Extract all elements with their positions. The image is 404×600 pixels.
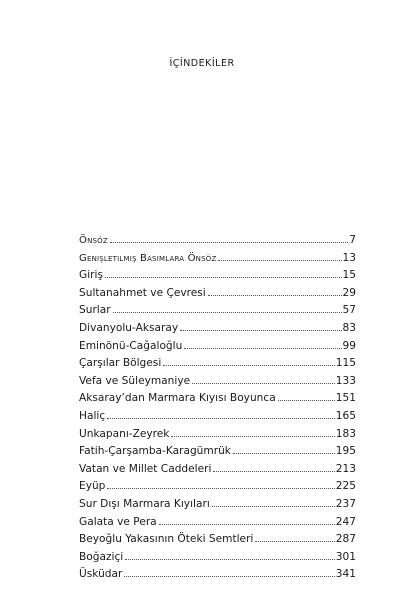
toc-entry-title: Vefa ve Süleymaniye	[79, 374, 191, 387]
toc-dot-leader	[107, 417, 335, 419]
toc-dot-leader	[180, 329, 341, 331]
toc-entry-title: Beyoğlu Yakasının Öteki Semtleri	[79, 533, 254, 546]
toc-entry-page: 29	[342, 286, 356, 299]
toc-entry-page: 213	[335, 462, 356, 475]
toc-entry	[79, 267, 356, 285]
toc-dot-leader	[113, 311, 342, 313]
toc-dot-leader	[212, 505, 335, 507]
toc-entry-page: 83	[342, 321, 356, 334]
toc-entry	[79, 390, 356, 408]
toc-entry	[79, 478, 356, 496]
toc-entry	[79, 566, 356, 584]
toc-entry-page: 165	[335, 409, 356, 422]
toc-dot-leader	[208, 294, 342, 296]
toc-dot-leader	[125, 558, 335, 560]
toc-entry-page: 57	[342, 304, 356, 317]
toc-entry-page: 195	[335, 445, 356, 458]
toc-entry-page: 183	[335, 427, 356, 440]
toc-entry-page: 99	[342, 339, 356, 352]
toc-dot-leader	[213, 470, 334, 472]
toc-entry	[79, 426, 356, 444]
toc-entry	[79, 232, 356, 250]
toc-dot-leader	[110, 241, 348, 243]
toc-dot-leader	[192, 382, 335, 384]
toc-entry-title: Aksaray’dan Marmara Kıyısı Boyunca	[79, 392, 276, 405]
toc-dot-leader	[124, 575, 334, 577]
toc-dot-leader	[184, 347, 341, 349]
toc-dot-leader	[171, 435, 334, 437]
toc-entry-page: 115	[335, 357, 356, 370]
toc-entry	[79, 302, 356, 320]
toc-entry-title: Unkapanı-Zeyrek	[79, 427, 170, 440]
toc-entry-title: Önsöz	[79, 235, 108, 246]
toc-entry-title: Fatih-Çarşamba-Karagümrük	[79, 445, 231, 458]
toc-entry	[79, 531, 356, 549]
toc-entry	[79, 496, 356, 514]
toc-dot-leader	[159, 523, 335, 525]
toc-entry	[79, 443, 356, 461]
toc-dot-leader	[105, 276, 342, 278]
toc-entry-title: Genişletilmiş Basımlara Önsöz	[79, 252, 217, 264]
toc-entry-title: Divanyolu-Aksaray	[79, 321, 179, 334]
toc-entry-page: 13	[342, 251, 356, 264]
toc-dot-leader	[218, 259, 341, 261]
toc-entry	[79, 338, 356, 356]
toc-entry	[79, 461, 356, 479]
toc-entry-title: Çarşılar Bölgesi	[79, 357, 162, 370]
toc-entry-page: 151	[335, 392, 356, 405]
toc-entry	[79, 549, 356, 567]
toc-entry-page: 301	[335, 550, 356, 563]
toc-entry-page: 341	[335, 568, 356, 581]
toc-entry-title: Üsküdar	[79, 568, 123, 581]
toc-entry	[79, 250, 356, 268]
toc-dot-leader	[163, 364, 335, 366]
toc-entry-title: Boğaziçi	[79, 550, 124, 563]
toc-entry-title: Eyüp	[79, 480, 106, 493]
toc-entry-title: Eminönü-Cağaloğlu	[79, 339, 183, 352]
toc-entry-page: 133	[335, 374, 356, 387]
toc-dot-leader	[107, 487, 334, 489]
toc-entry-title: Giriş	[79, 269, 103, 282]
page-title: İÇİNDEKİLER	[169, 58, 235, 69]
toc-entry-page: 237	[335, 497, 356, 510]
toc-entry-title: Surlar	[79, 304, 111, 317]
toc-entry-page: 247	[335, 515, 356, 528]
toc-entry	[79, 408, 356, 426]
toc-dot-leader	[278, 399, 335, 401]
toc-entry	[79, 285, 356, 303]
toc-entry-title: Vatan ve Millet Caddeleri	[79, 462, 212, 475]
toc-dot-leader	[255, 540, 334, 542]
toc-entry-title: Sultanahmet ve Çevresi	[79, 286, 206, 299]
table-of-contents	[79, 232, 356, 584]
toc-entry-title: Galata ve Pera	[79, 515, 157, 528]
toc-entry	[79, 355, 356, 373]
toc-entry-title: Sur Dışı Marmara Kıyıları	[79, 497, 210, 510]
toc-entry	[79, 320, 356, 338]
toc-entry-page: 15	[342, 269, 356, 282]
toc-entry-page: 7	[349, 234, 356, 246]
toc-entry-title: Haliç	[79, 409, 106, 422]
toc-entry	[79, 514, 356, 532]
toc-entry-page: 225	[335, 480, 356, 493]
toc-entry	[79, 373, 356, 391]
toc-dot-leader	[233, 452, 335, 454]
toc-entry-page: 287	[335, 533, 356, 546]
